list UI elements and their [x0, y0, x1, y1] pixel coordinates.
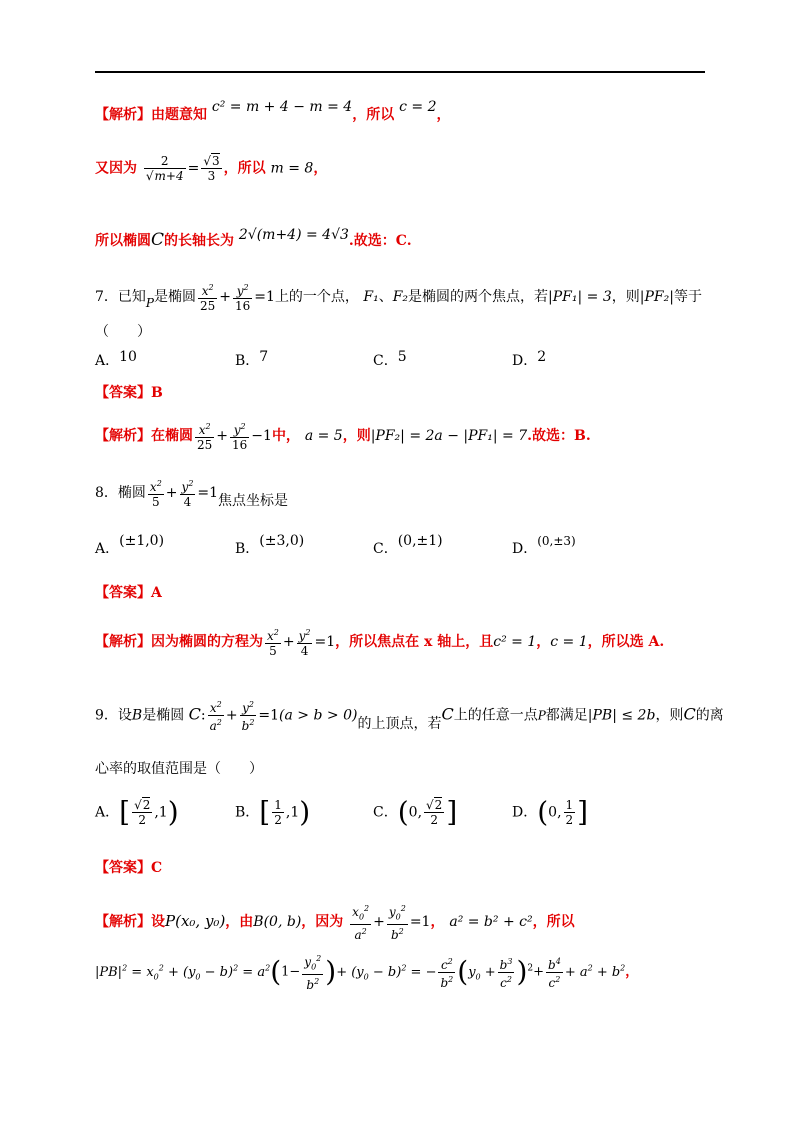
fraction: $\frac{y^2}{4}$: [181, 479, 194, 509]
text: 等于: [673, 289, 702, 305]
text: 、: [378, 289, 393, 305]
text: ，所以焦点在 x 轴上，且: [335, 634, 494, 650]
answer-value: C: [151, 860, 163, 876]
text: ，: [436, 107, 451, 123]
text: ，由: [225, 914, 254, 931]
math-expr: a = 5: [304, 428, 343, 444]
q8-answer: [95, 584, 162, 602]
math-expr: |PB| ≤ 2b: [587, 707, 656, 724]
math-expr: B(0, b): [253, 914, 302, 931]
text: ，则: [342, 428, 371, 444]
text: 的离: [695, 707, 724, 724]
text: ，所以: [223, 160, 266, 177]
fraction: $\frac{1}{2}$: [274, 798, 282, 827]
question-number: 8．椭圆: [95, 485, 146, 501]
q8-option-a: A．(±1,0): [95, 533, 165, 557]
fraction: $\frac{c^2}{b^2}$: [440, 956, 454, 990]
text: 是椭圆: [154, 289, 196, 305]
answer-value: B: [151, 385, 163, 401]
fraction: $\frac{x^2}{25}$: [197, 422, 213, 452]
q7-option-b: B．7: [235, 349, 269, 369]
math-expr: c = 2: [399, 99, 437, 115]
math-var: F₁: [363, 289, 379, 305]
text: 由题意知: [151, 107, 207, 123]
q7-option-c: C．5: [373, 349, 407, 369]
sol6-line2: 又因为 $\frac{2}{√m+4}$ = $\frac{√3}{3}$ ，所以 m = 8，: [95, 154, 328, 183]
text: 是椭圆: [142, 707, 185, 724]
text: 中，: [271, 428, 300, 444]
text: 所以椭圆: [95, 233, 151, 249]
text: ，因为: [301, 914, 344, 931]
fraction: $\frac{√2}{2}$: [134, 798, 151, 827]
q8-option-c: C．(0,±1): [373, 533, 443, 557]
math-expr: P(x₀, y₀): [165, 912, 226, 931]
math-var: C: [441, 704, 454, 724]
analysis-label: 【解析】: [95, 914, 151, 931]
answer-value: A: [151, 585, 162, 601]
question-number: 7．已知: [95, 289, 146, 305]
fraction: $\frac{b^3}{c^2}$: [499, 956, 513, 990]
fraction: $\frac{y^2}{b^2}$: [241, 700, 255, 733]
q8-stem: 8．椭圆 $\frac{x^2}{5}$ + $\frac{y^2}{4}$ =1焦点坐标是: [95, 479, 289, 509]
header-rule: [95, 71, 705, 73]
text: 上的一个点，: [274, 289, 359, 305]
math-expr: 2√(m+4) = 4√3: [238, 227, 349, 243]
answer-label: 【答案】: [95, 585, 151, 601]
answer-label: 【答案】: [95, 385, 151, 401]
text: ，: [625, 964, 639, 980]
fraction: $\frac{b^4}{c^2}$: [548, 956, 561, 990]
text: ，所以: [352, 107, 395, 123]
fraction: $\frac{y^2}{16}$: [232, 422, 248, 452]
sol6-line3: [95, 227, 412, 250]
math-var: F₂: [392, 289, 409, 305]
text: 在椭圆: [151, 428, 193, 444]
fraction: $\frac{y_0^2}{b^2}$: [304, 954, 322, 993]
text: 是椭圆的两个焦点，若: [408, 289, 549, 305]
fraction: $\frac{x^2}{a^2}$: [209, 700, 222, 733]
fraction: $\frac{y^2}{16}$: [235, 283, 251, 313]
q7-stem: 7．已知P是椭圆 $\frac{x^2}{25}$ + $\frac{y^2}{16}$ =1上的一个点， F₁、F₂是椭圆的两个焦点，若|PF₁| = 3，则|PF₂|等于: [95, 283, 702, 313]
q9-solution-line2: $|PB|^2 = x_0^2 + (y_0 - b)^2 = a^2(1-$ $\frac{y_0^2}{b^2}$ )+ $(y_0 - b)^2$ = − $\frac{c^2}{b^2}$ ($y_0$ + $\frac{b^3}{c^2}$ )$^2$+ $\frac{b^4}{c^2}$ + $a^2 + b^2$，: [95, 954, 639, 993]
q7-option-a: A．10: [95, 349, 137, 369]
fraction: $\frac{√2}{2}$: [426, 798, 443, 827]
text: 上的任意一点: [453, 707, 538, 724]
analysis-label: 【解析】: [95, 107, 151, 123]
fraction: $\frac{√3}{3}$: [203, 154, 220, 183]
q9-option-c: C．(0, $\frac{√2}{2}$ ]: [373, 795, 458, 829]
q9-answer: [95, 859, 162, 877]
text: 都满足: [545, 707, 588, 724]
q9-option-d: D．(0, $\frac{1}{2}$ ]: [512, 795, 589, 829]
fraction: $\frac{x_0^2}{a^2}$: [352, 904, 370, 943]
q7-solution: 【解析】在椭圆 $\frac{x^2}{25}$ + $\frac{y^2}{16}$ −1中， a = 5，则|PF₂| = 2a − |PF₁| = 7.故选：B.: [95, 422, 591, 452]
math-var: P: [145, 296, 154, 310]
sol6-line1: [95, 99, 451, 124]
q8-solution: 【解析】因为椭圆的方程为 $\frac{x^2}{5}$ + $\frac{y^2}{4}$ =1，所以焦点在 x 轴上，且c² = 1，c = 1，所以选 A.: [95, 628, 665, 658]
q9-option-b: B．[ $\frac{1}{2}$ ,1): [235, 795, 311, 829]
fraction: $\frac{x^2}{5}$: [267, 628, 279, 658]
analysis-label: 【解析】: [95, 634, 151, 650]
text: ，: [313, 160, 328, 177]
answer-label: 【答案】: [95, 860, 151, 876]
math-expr: |PF₂| = 2a − |PF₁| = 7: [370, 428, 528, 444]
q9-option-a: A．[ $\frac{√2}{2}$ ,1): [95, 795, 179, 829]
q9-solution-line1: 【解析】设P(x₀, y₀)，由B(0, b)，因为 $\frac{x_0^2}{a^2}$ + $\frac{y_0^2}{b^2}$ =1， a² = b² + c²，所以: [95, 904, 575, 943]
text: ，所以选 A.: [587, 634, 665, 650]
math-expr: |PF₂|: [639, 289, 674, 305]
fraction: $\frac{y^2}{4}$: [298, 628, 311, 658]
text: 的上顶点，若: [357, 715, 442, 732]
q9-stem-line2: 心率的取值范围是（ ）: [95, 761, 263, 777]
math-expr: m = 8: [270, 160, 314, 177]
fraction: $\frac{x^2}{5}$: [149, 479, 162, 509]
question-number: 9．设: [95, 707, 132, 724]
text: 因为椭圆的方程为: [151, 634, 263, 650]
fraction: $\frac{y_0^2}{b^2}$: [388, 904, 406, 943]
analysis-label: 【解析】: [95, 428, 151, 444]
math-var: B: [131, 707, 143, 724]
q8-option-d: D．(0,±3): [512, 534, 576, 557]
text: 焦点坐标是: [218, 493, 289, 509]
q9-stem: 9．设B是椭圆 C: $\frac{x^2}{a^2}$ + $\frac{y^2}{b^2}$ =1(a > b > 0)的上顶点，若C上的任意一点P都满足|PB| ≤ 2b，则C的离: [95, 700, 724, 733]
text: ，: [430, 914, 445, 931]
math-var: C: [683, 704, 696, 724]
q7-paren: （ ）: [95, 324, 151, 340]
fraction: $\frac{1}{2}$: [565, 798, 574, 827]
text: 的长轴长为: [164, 233, 235, 249]
math-expr: a² = b² + c²: [449, 914, 533, 931]
q7-option-d: D．2: [512, 349, 547, 369]
math-expr: c² = 1: [493, 634, 537, 650]
math-var: C: [151, 230, 165, 250]
text: ，则: [655, 707, 684, 724]
text: ，所以: [532, 914, 575, 931]
q8-option-b: B．(±3,0): [235, 533, 305, 557]
text: 又因为: [95, 160, 137, 177]
text: .故选：B.: [527, 428, 591, 444]
q7-answer: [95, 384, 163, 402]
text: ，则: [611, 289, 640, 305]
math-var: P: [537, 708, 546, 723]
fraction: $\frac{x^2}{25}$: [200, 283, 216, 313]
text: ，: [536, 634, 551, 650]
fraction: $\frac{2}{√m+4}$: [145, 154, 184, 183]
text: 设: [151, 914, 165, 931]
math-expr: c² = m + 4 − m = 4: [211, 99, 353, 115]
math-expr: c = 1: [550, 634, 588, 650]
math-expr: |PF₁| = 3: [548, 289, 612, 305]
ellipse-C: C: [188, 704, 201, 724]
text: .故选：C.: [348, 233, 412, 249]
